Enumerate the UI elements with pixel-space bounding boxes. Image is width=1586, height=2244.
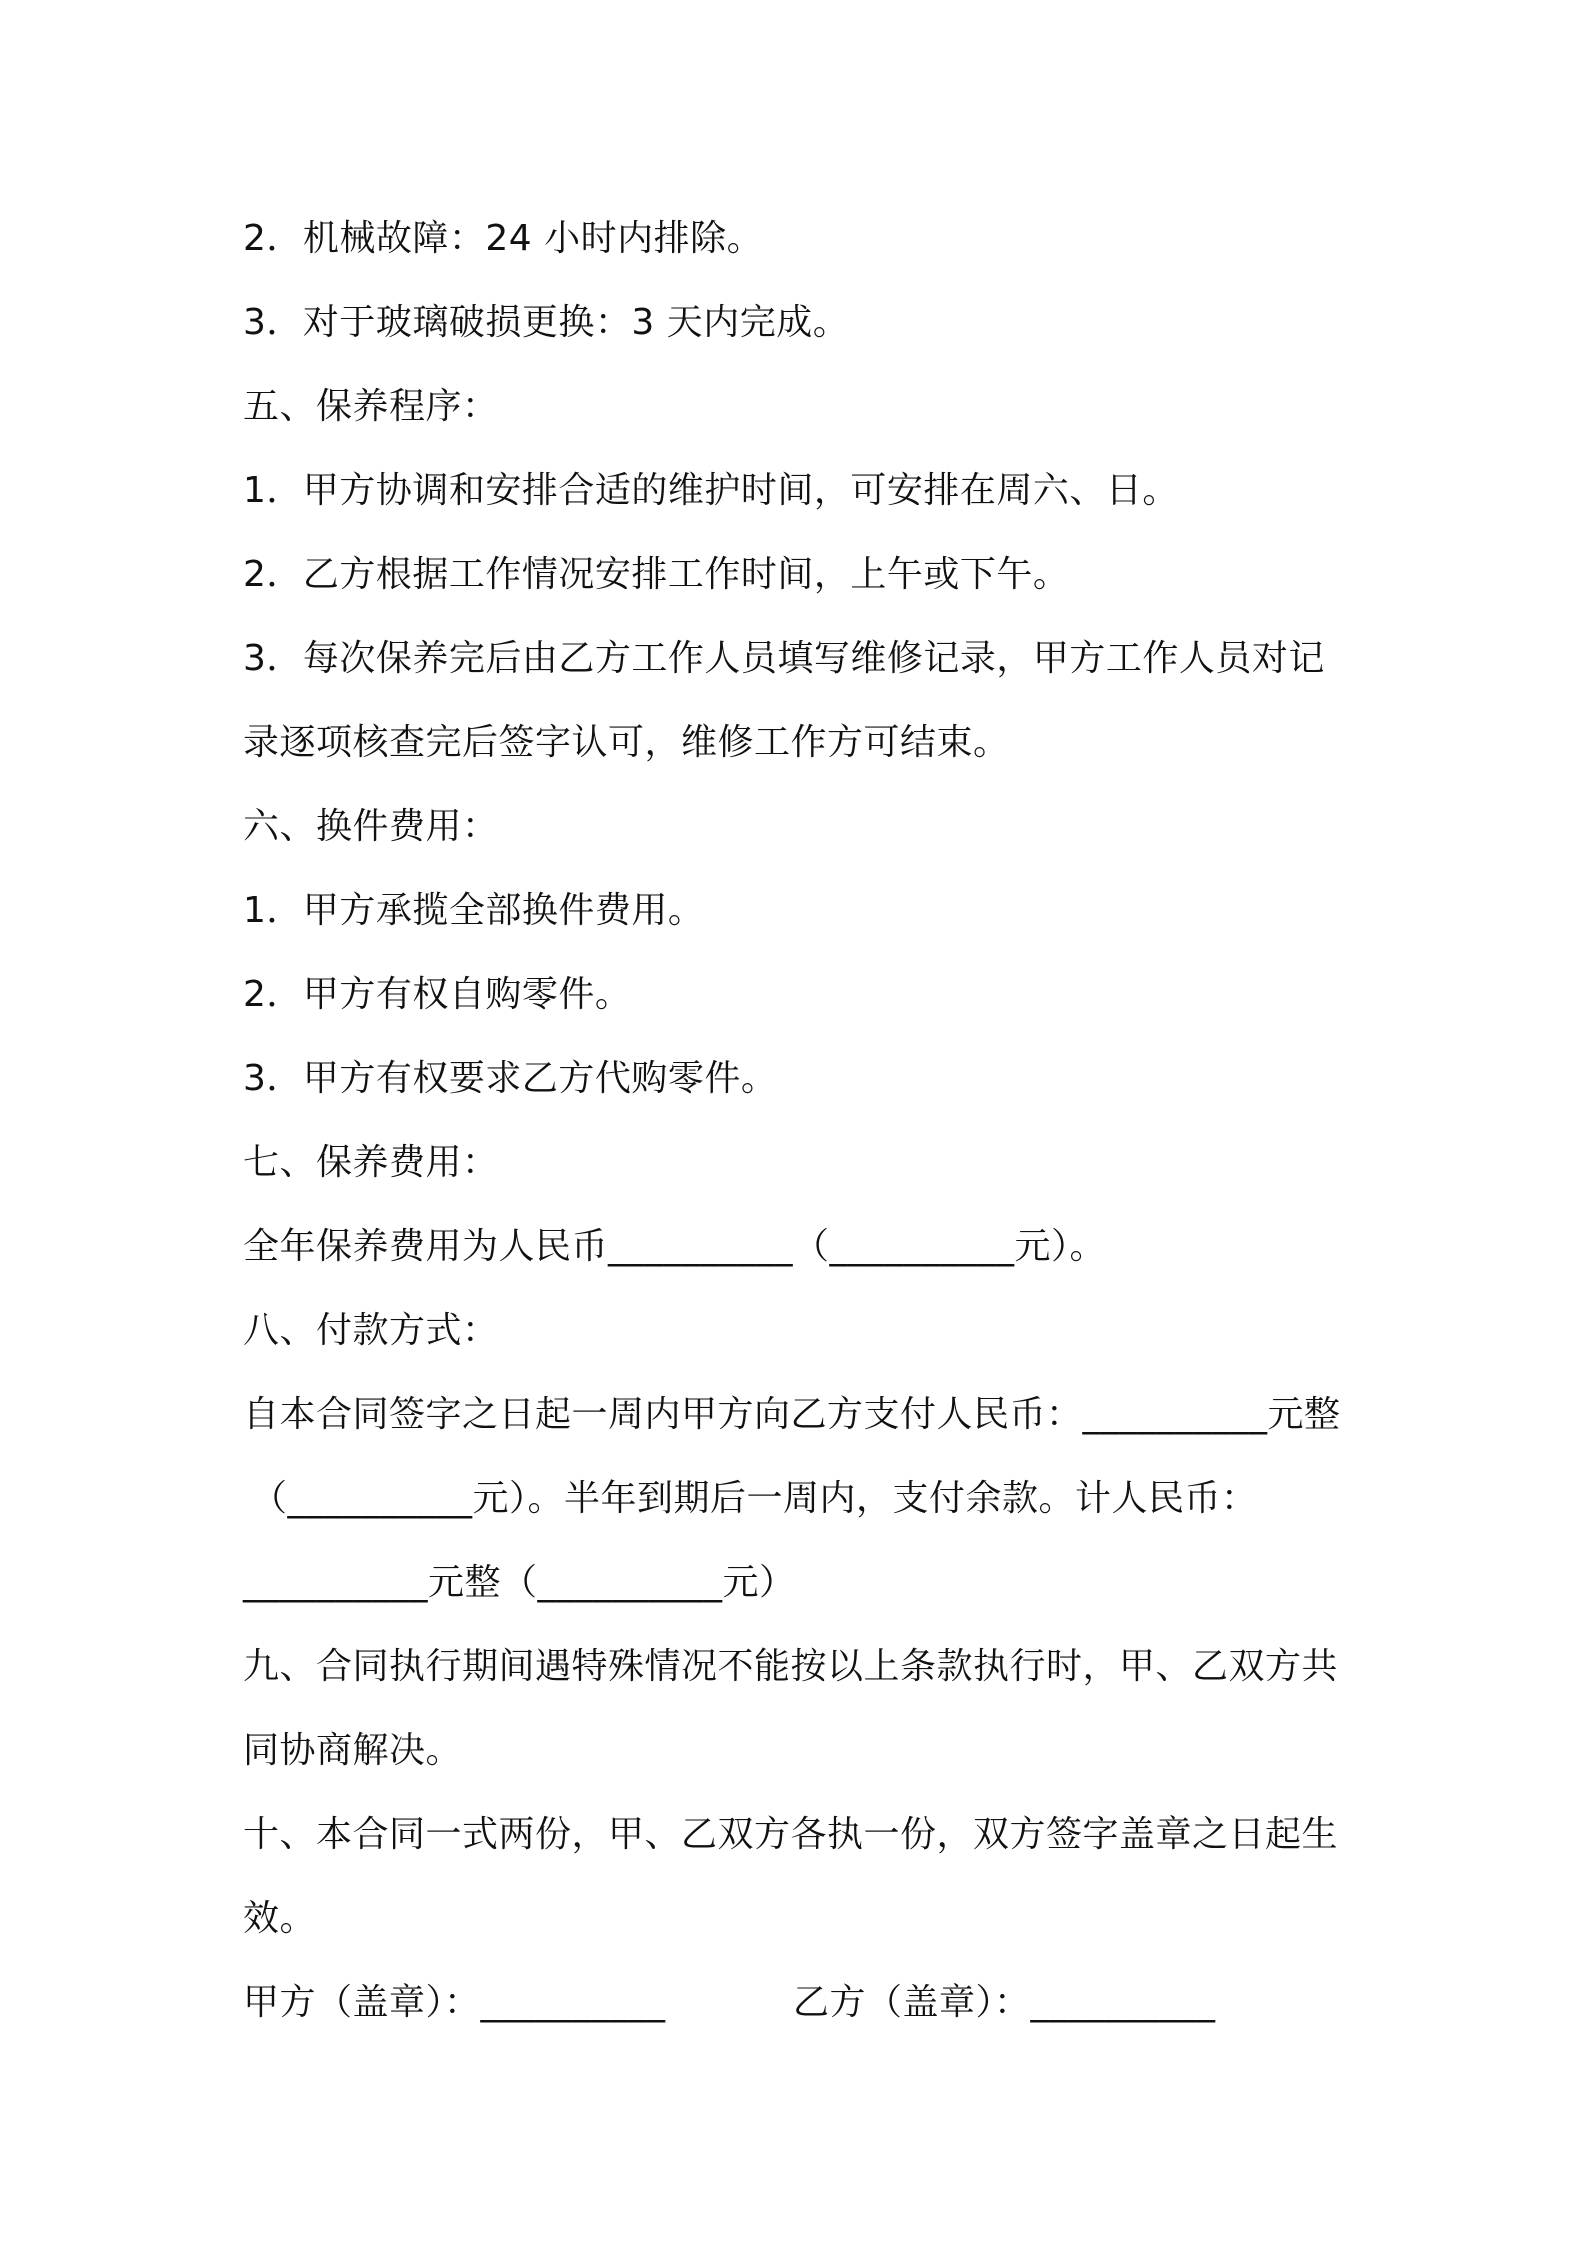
clause-line: 2．甲方有权自购零件。 [243, 974, 632, 1015]
clause-line: 3．甲方有权要求乙方代购零件。 [243, 1058, 778, 1099]
payment-line: （__________元）。半年到期后一周内，支付余款。计人民币： [251, 1478, 1258, 1519]
clause-line: 1．甲方协调和安排合适的维护时间，可安排在周六、日。 [243, 470, 1179, 511]
section-heading: 六、换件费用： [243, 806, 499, 847]
signature-row [243, 1961, 1363, 2045]
clause-line: 2．乙方根据工作情况安排工作时间，上午或下午。 [243, 554, 1070, 595]
fee-line: 全年保养费用为人民币__________（__________元）。 [243, 1226, 1107, 1267]
clause-line: 1．甲方承揽全部换件费用。 [243, 890, 705, 931]
party-a-signature: 甲方（盖章）：__________ [243, 1982, 666, 2023]
section-heading: 七、保养费用： [243, 1142, 499, 1183]
party-b-signature: 乙方（盖章）：__________ [793, 1982, 1216, 2023]
clause-line: 效。 [243, 1898, 317, 1939]
clause-line: 2．机械故障：24 小时内排除。 [243, 218, 764, 259]
clause-line: 九、合同执行期间遇特殊情况不能按以上条款执行时，甲、乙双方共 [243, 1646, 1339, 1687]
clause-line: 十、本合同一式两份，甲、乙双方各执一份，双方签字盖章之日起生 [243, 1814, 1339, 1855]
contract-page [243, 197, 1363, 2045]
payment-line: 自本合同签字之日起一周内甲方向乙方支付人民币：__________元整 [243, 1394, 1341, 1435]
section-heading: 八、付款方式： [243, 1310, 499, 1351]
clause-line: 3．每次保养完后由乙方工作人员填写维修记录，甲方工作人员对记 [243, 638, 1325, 679]
clause-line: 录逐项核查完后签字认可，维修工作方可结束。 [243, 722, 1010, 763]
clause-line: 3．对于玻璃破损更换：3 天内完成。 [243, 302, 850, 343]
clause-line: 同协商解决。 [243, 1730, 463, 1771]
section-heading: 五、保养程序： [243, 386, 499, 427]
payment-line: __________元整（__________元） [243, 1562, 796, 1603]
